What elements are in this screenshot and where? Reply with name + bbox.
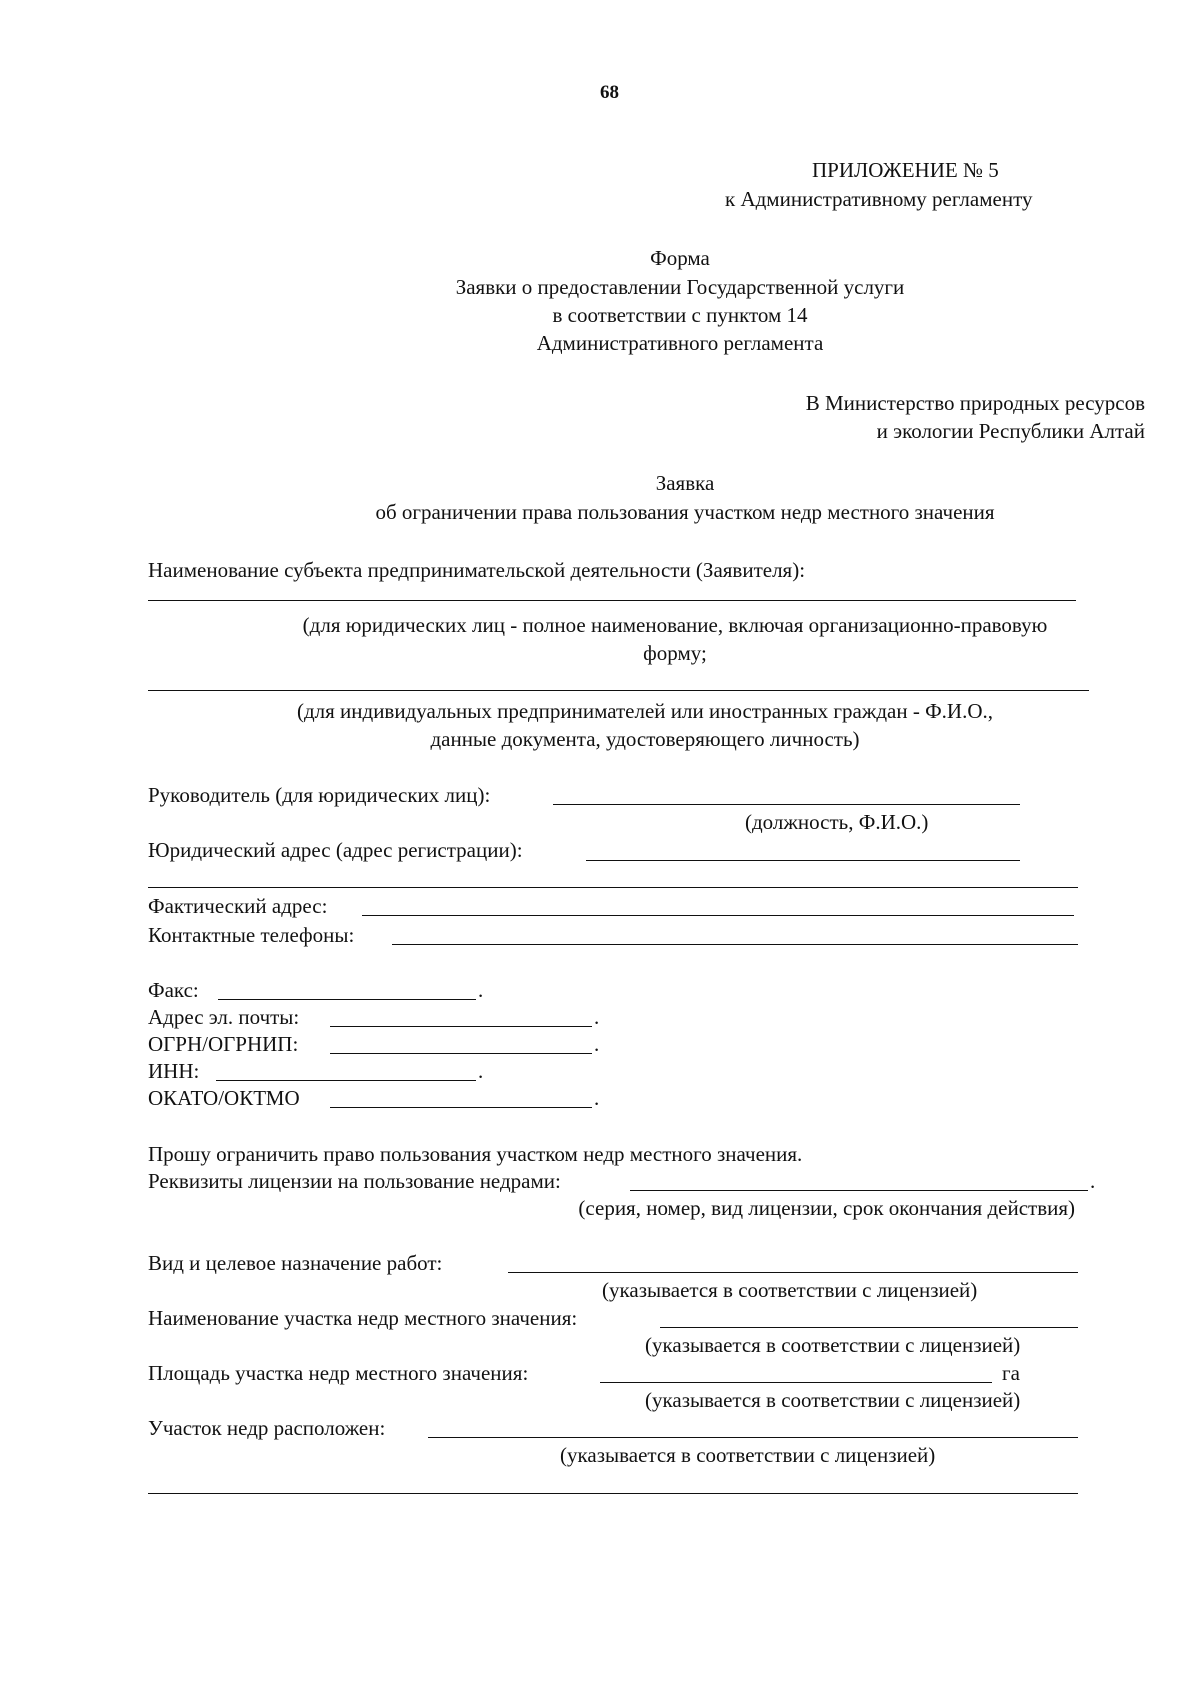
fax-period: . — [478, 978, 484, 1002]
plot-name-label: Наименование участка недр местного значения: — [148, 1306, 578, 1330]
head-label: Руководитель (для юридических лиц): — [148, 783, 491, 807]
addressee-line1: В Министерство природных ресурсов — [805, 391, 1145, 415]
email-line[interactable] — [330, 1026, 592, 1027]
appendix-subtitle: к Административному регламенту — [725, 187, 1033, 211]
area-hint: (указывается в соответствии с лицензией) — [645, 1388, 1021, 1412]
okato-line[interactable] — [330, 1107, 592, 1108]
application-subtitle: об ограничении права пользования участком недр местного значения — [375, 500, 995, 524]
works-label: Вид и целевое назначение работ: — [148, 1251, 443, 1275]
actual-address-line[interactable] — [362, 915, 1074, 916]
fax-label: Факс: — [148, 978, 199, 1002]
area-line[interactable] — [600, 1382, 992, 1383]
location-line-2[interactable] — [148, 1493, 1078, 1494]
plot-name-line[interactable] — [660, 1327, 1078, 1328]
appendix-title: ПРИЛОЖЕНИЕ № 5 — [812, 158, 999, 182]
license-hint: (серия, номер, вид лицензии, срок окончания действия) — [578, 1196, 1075, 1220]
actual-address-label: Фактический адрес: — [148, 894, 328, 918]
works-hint: (указывается в соответствии с лицензией) — [602, 1278, 978, 1302]
ogrn-line[interactable] — [330, 1053, 592, 1054]
area-unit: га — [1002, 1361, 1020, 1385]
inn-line[interactable] — [216, 1080, 476, 1081]
ogrn-period: . — [594, 1032, 600, 1056]
location-hint: (указывается в соответствии с лицензией) — [560, 1443, 936, 1467]
email-period: . — [594, 1005, 600, 1029]
form-header-line3: в соответствии с пунктом 14 — [552, 303, 808, 327]
email-label: Адрес эл. почты: — [148, 1005, 300, 1029]
location-label: Участок недр расположен: — [148, 1416, 386, 1440]
form-header-line4: Административного регламента — [536, 331, 824, 355]
phones-label: Контактные телефоны: — [148, 923, 355, 947]
page-number: 68 — [600, 82, 619, 103]
fax-line[interactable] — [218, 999, 476, 1000]
applicant-label: Наименование субъекта предпринимательской деятельности (Заявителя): — [148, 558, 806, 582]
phones-line[interactable] — [392, 944, 1078, 945]
legal-address-label: Юридический адрес (адрес регистрации): — [148, 838, 523, 862]
location-line[interactable] — [428, 1437, 1078, 1438]
applicant-name-line[interactable] — [148, 600, 1076, 601]
ogrn-label: ОГРН/ОГРНИП: — [148, 1032, 299, 1056]
okato-period: . — [594, 1086, 600, 1110]
plot-name-hint: (указывается в соответствии с лицензией) — [645, 1333, 1021, 1357]
applicant-hint-legal-2: форму; — [643, 641, 707, 665]
legal-address-line[interactable] — [586, 860, 1020, 861]
applicant-hint-individual-2: данные документа, удостоверяющего личность) — [430, 727, 860, 751]
license-line[interactable] — [630, 1190, 1088, 1191]
legal-address-line-2[interactable] — [148, 887, 1078, 888]
applicant-individual-line[interactable] — [148, 690, 1089, 691]
head-field-line[interactable] — [553, 804, 1020, 805]
inn-period: . — [478, 1059, 484, 1083]
area-label: Площадь участка недр местного значения: — [148, 1361, 529, 1385]
addressee-line2: и экологии Республики Алтай — [876, 419, 1145, 443]
works-line[interactable] — [508, 1272, 1078, 1273]
form-header-line2: Заявки о предоставлении Государственной услуги — [455, 275, 905, 299]
applicant-hint-individual-1: (для индивидуальных предпринимателей или иностранных граждан - Ф.И.О., — [296, 699, 994, 723]
license-period: . — [1090, 1169, 1096, 1193]
head-hint: (должность, Ф.И.О.) — [745, 810, 929, 834]
request-text: Прошу ограничить право пользования участком недр местного значения. — [148, 1142, 803, 1166]
form-header-line1: Форма — [650, 246, 710, 270]
license-label: Реквизиты лицензии на пользование недрами: — [148, 1169, 561, 1193]
okato-label: ОКАТО/ОКТМО — [148, 1086, 300, 1110]
applicant-hint-legal-1: (для юридических лиц - полное наименование, включая организационно-правовую — [302, 613, 1048, 637]
application-title: Заявка — [655, 471, 715, 495]
inn-label: ИНН: — [148, 1059, 200, 1083]
